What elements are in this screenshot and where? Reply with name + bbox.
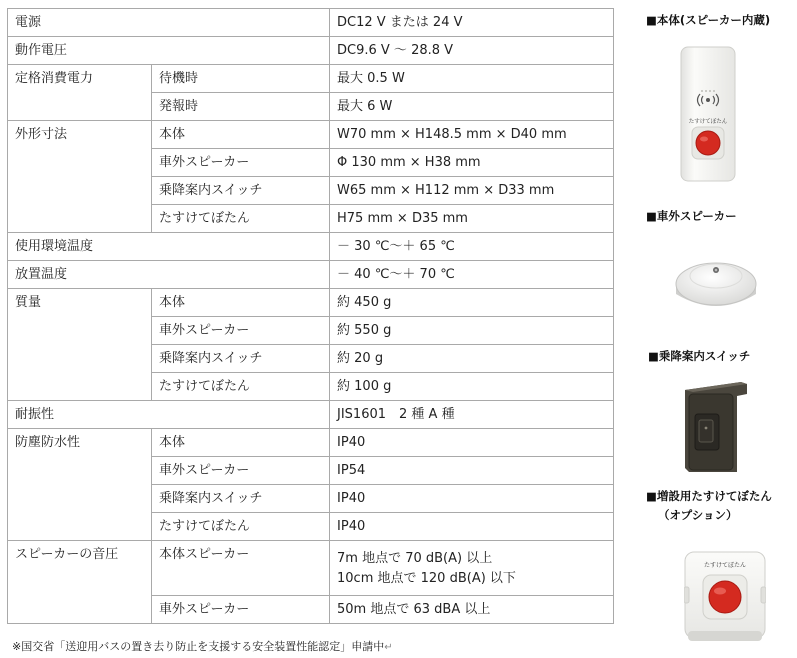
spec-sub-item: 車外スピーカー bbox=[152, 596, 330, 624]
spec-table bbox=[7, 8, 614, 624]
table-row bbox=[8, 261, 614, 289]
main-unit-image bbox=[680, 46, 736, 182]
spec-sub-item: 乗降案内スイッチ bbox=[152, 345, 330, 373]
spec-category: 使用環境温度 bbox=[8, 233, 330, 261]
spec-category: スピーカーの音圧 bbox=[8, 541, 152, 624]
spec-value-line: 7m 地点で 70 dB(A) 以上 bbox=[337, 550, 493, 566]
spec-value: DC12 V または 24 V bbox=[330, 9, 614, 37]
spec-sub-item: 車外スピーカー bbox=[152, 317, 330, 345]
table-row bbox=[8, 37, 614, 65]
table-row bbox=[8, 429, 614, 457]
spec-value: DC9.6 V ～ 28.8 V bbox=[330, 37, 614, 65]
spec-category: 耐振性 bbox=[8, 401, 330, 429]
product-label-option: （オプション） bbox=[658, 508, 738, 522]
spec-sub-item: 車外スピーカー bbox=[152, 149, 330, 177]
spec-value: JIS1601 2 種 A 種 bbox=[330, 401, 614, 429]
spec-value: IP40 bbox=[330, 485, 614, 513]
table-row bbox=[8, 9, 614, 37]
spec-category: 動作電圧 bbox=[8, 37, 330, 65]
spec-sub-item: 本体スピーカー bbox=[152, 541, 330, 596]
footnote-text: ※国交省「送迎用バスの置き去り防止を支援する安全装置性能認定」申請中 bbox=[12, 640, 385, 653]
spec-sub-item: 車外スピーカー bbox=[152, 457, 330, 485]
spec-category: 外形寸法 bbox=[8, 121, 152, 233]
spec-sub-item: 乗降案内スイッチ bbox=[152, 485, 330, 513]
spec-category: 質量 bbox=[8, 289, 152, 401]
spec-sub-item: 本体 bbox=[152, 289, 330, 317]
spec-value: 約 550 g bbox=[330, 317, 614, 345]
boarding-switch-image bbox=[683, 380, 749, 476]
footnote bbox=[12, 638, 393, 654]
external-speaker-image bbox=[673, 246, 759, 316]
spec-sub-item: 本体 bbox=[152, 121, 330, 149]
spec-value: 約 450 g bbox=[330, 289, 614, 317]
spec-value: IP40 bbox=[330, 429, 614, 457]
product-label-boarding-switch: ■乗降案内スイッチ bbox=[648, 349, 751, 363]
spec-value-line: 10cm 地点で 120 dB(A) 以下 bbox=[337, 570, 516, 586]
spec-value: 50m 地点で 63 dBA 以上 bbox=[330, 596, 614, 624]
spec-value: 最大 0.5 W bbox=[330, 65, 614, 93]
spec-category: 電源 bbox=[8, 9, 330, 37]
spec-category: 放置温度 bbox=[8, 261, 330, 289]
extra-button-printed-text: たすけてぼたん bbox=[703, 562, 747, 569]
table-row bbox=[8, 289, 614, 317]
spec-sub-item: 乗降案内スイッチ bbox=[152, 177, 330, 205]
spec-sub-item: たすけてぼたん bbox=[152, 513, 330, 541]
table-row bbox=[8, 401, 614, 429]
spec-category: 防塵防水性 bbox=[8, 429, 152, 541]
spec-value: Φ 130 mm × H38 mm bbox=[330, 149, 614, 177]
table-row bbox=[8, 541, 614, 596]
spec-category: 定格消費電力 bbox=[8, 65, 152, 121]
main-unit-printed-text: たすけてぼたん bbox=[688, 119, 728, 125]
spec-value: IP54 bbox=[330, 457, 614, 485]
table-row bbox=[8, 233, 614, 261]
spec-sub-item: 待機時 bbox=[152, 65, 330, 93]
spec-sub-item: 発報時 bbox=[152, 93, 330, 121]
spec-value: 約 20 g bbox=[330, 345, 614, 373]
spec-value: H75 mm × D35 mm bbox=[330, 205, 614, 233]
spec-value bbox=[330, 541, 614, 596]
spec-value: 最大 6 W bbox=[330, 93, 614, 121]
spec-value: － 30 ℃～＋ 65 ℃ bbox=[330, 233, 614, 261]
spec-value: 約 100 g bbox=[330, 373, 614, 401]
return-mark-icon: ↵ bbox=[384, 642, 393, 653]
table-row bbox=[8, 65, 614, 93]
spec-sub-item: たすけてぼたん bbox=[152, 373, 330, 401]
spec-value: － 40 ℃～＋ 70 ℃ bbox=[330, 261, 614, 289]
spec-value: IP40 bbox=[330, 513, 614, 541]
spec-sub-item: 本体 bbox=[152, 429, 330, 457]
spec-sub-item: たすけてぼたん bbox=[152, 205, 330, 233]
table-row bbox=[8, 121, 614, 149]
product-label-extra-help-button: ■増設用たすけてぼたん bbox=[646, 489, 772, 503]
spec-value: W65 mm × H112 mm × D33 mm bbox=[330, 177, 614, 205]
extra-help-button-image bbox=[684, 551, 766, 647]
spec-value: W70 mm × H148.5 mm × D40 mm bbox=[330, 121, 614, 149]
product-label-external-speaker: ■車外スピーカー bbox=[646, 209, 737, 223]
product-label-main-unit: ■本体(スピーカー内蔵) bbox=[646, 13, 771, 27]
